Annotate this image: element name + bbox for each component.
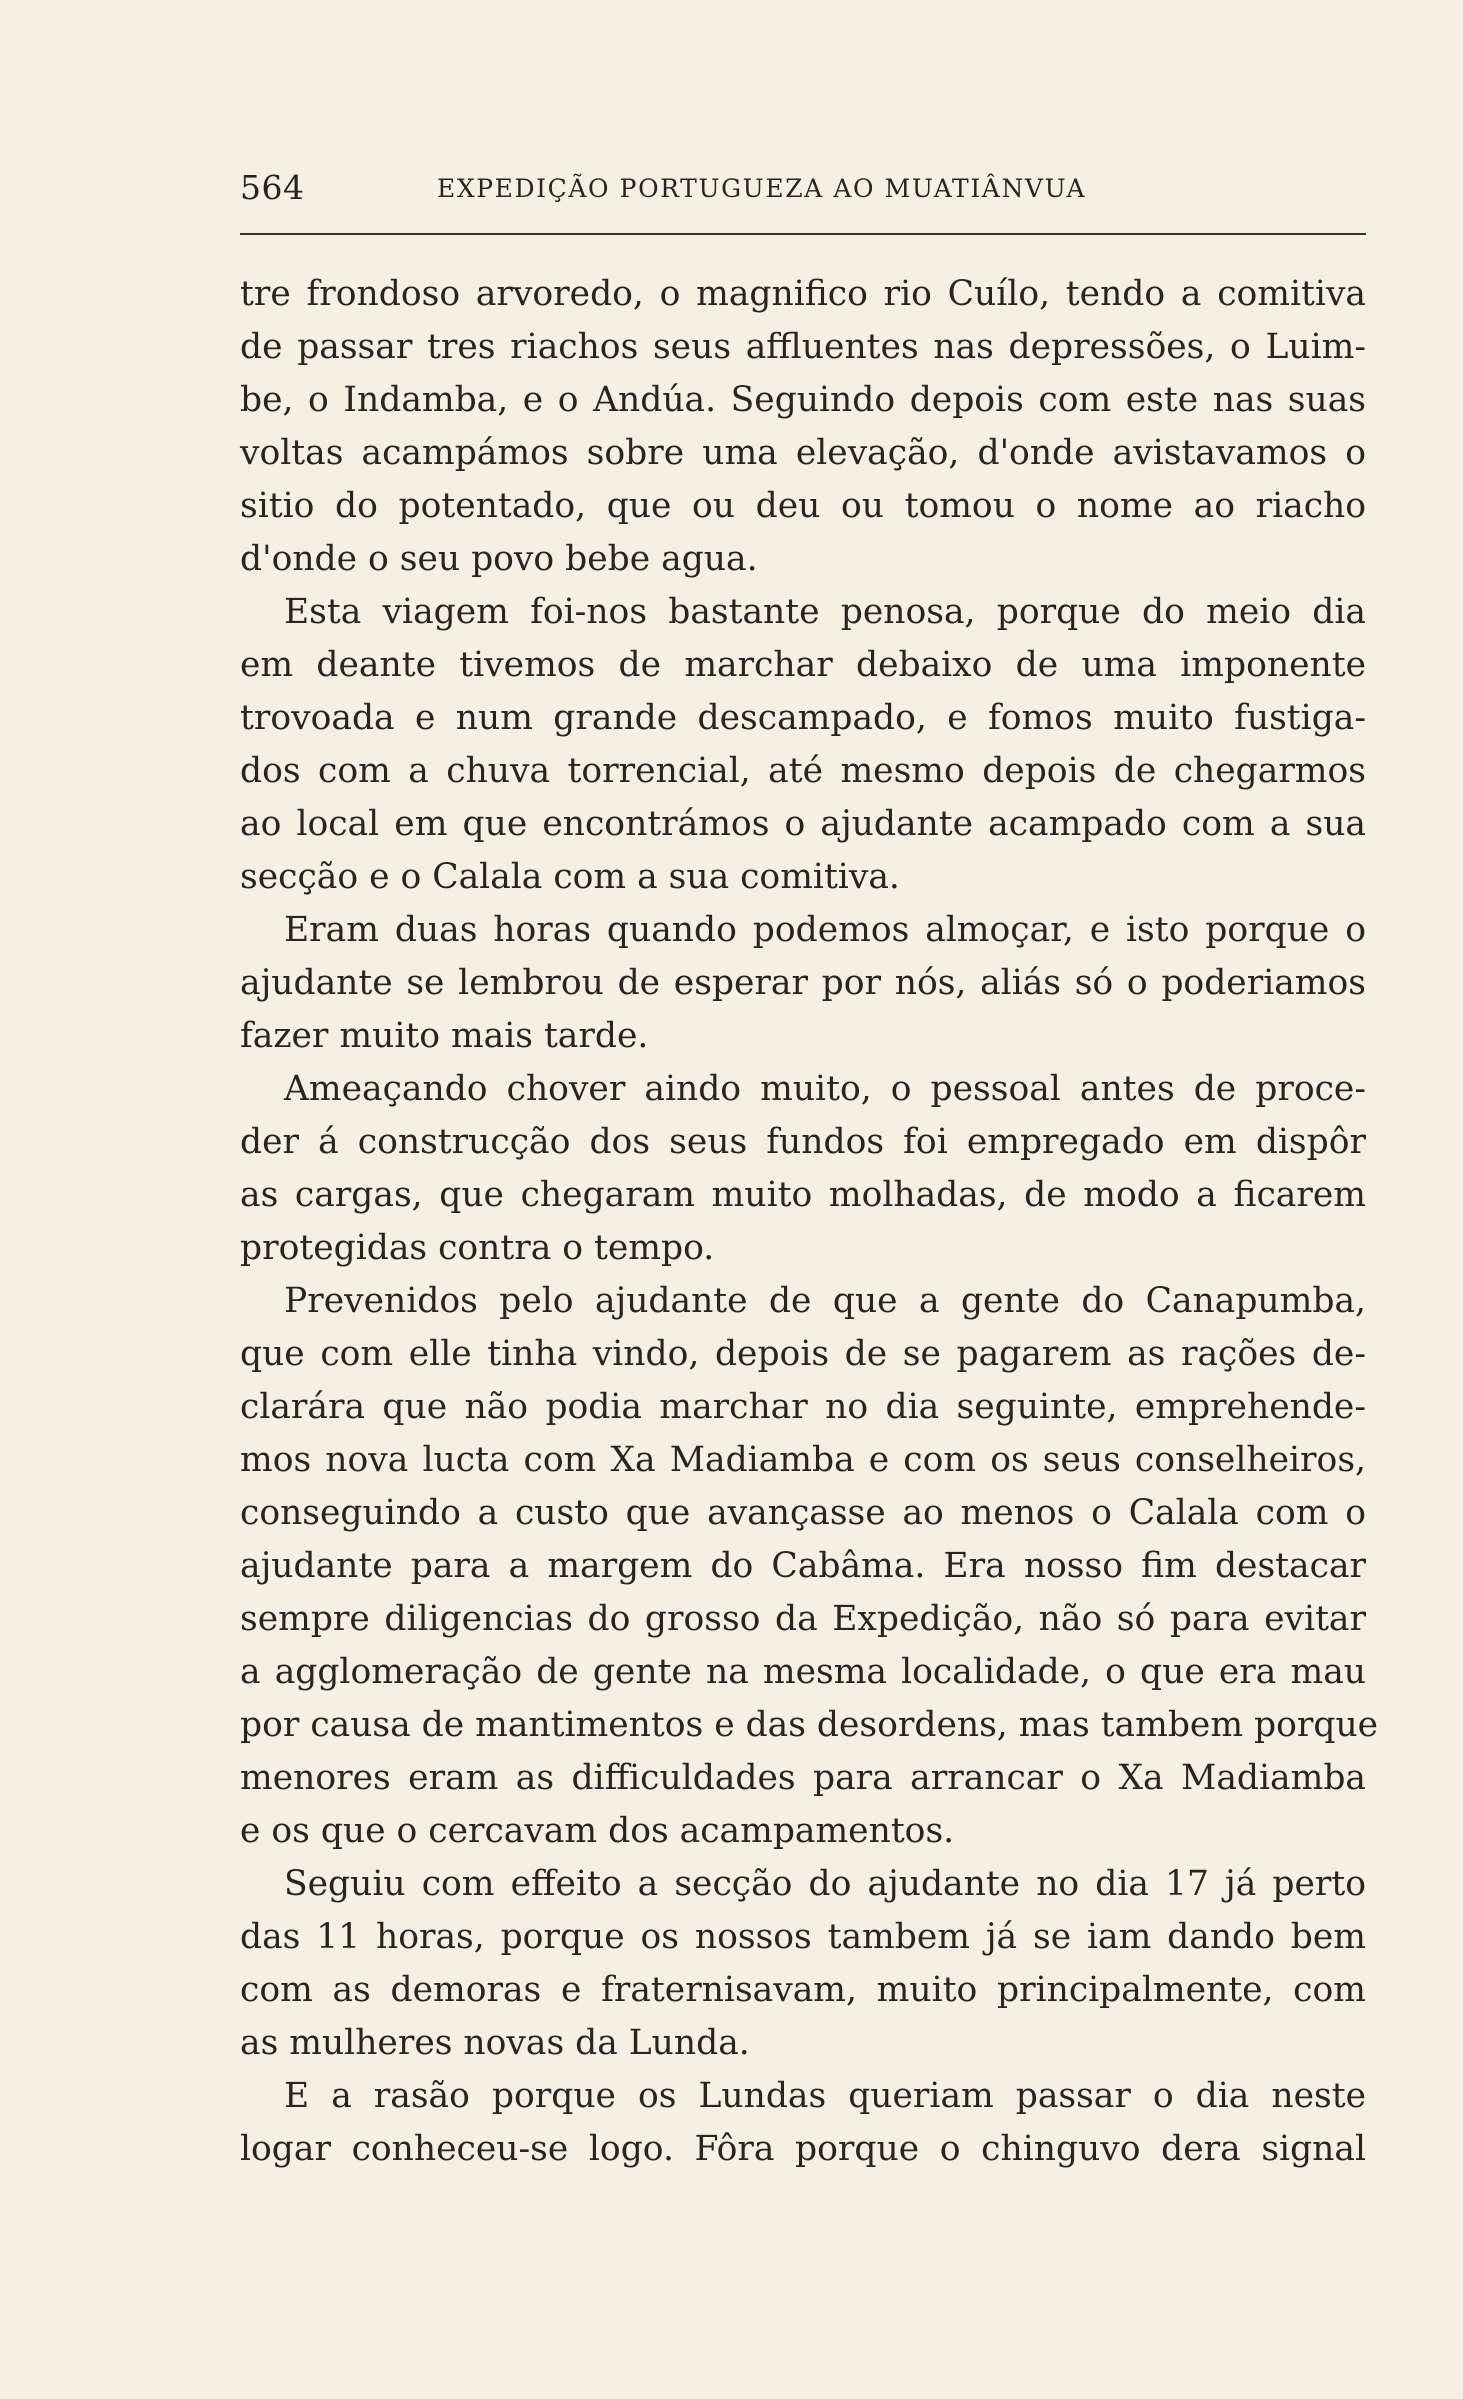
paragraph (240, 268, 1366, 586)
text-line: por causa de mantimentos e das desordens, mas tambem porque (240, 1705, 1379, 1745)
text-line: ajudante para a margem do Cabâma. Era nosso fim destacar (240, 1546, 1366, 1586)
text-line: d'onde o seu povo bebe agua. (240, 539, 758, 579)
header-rule (240, 233, 1366, 235)
page-number: 564 (240, 168, 305, 207)
text-line: Esta viagem foi-nos bastante penosa, porque do meio dia (284, 592, 1366, 632)
paragraph (240, 2070, 1366, 2176)
page-header (240, 168, 1366, 218)
paragraph (240, 1858, 1366, 2070)
text-line: be, o Indamba, e o Andúa. Seguindo depois com este nas suas (240, 380, 1366, 420)
text-line: ajudante se lembrou de esperar por nós, aliás só o poderiamos (240, 963, 1366, 1003)
text-line: tre frondoso arvoredo, o magnifico rio Cuílo, tendo a comitiva (240, 274, 1366, 314)
text-line: voltas acampámos sobre uma elevação, d'onde avistavamos o (240, 433, 1366, 473)
running-head: EXPEDIÇÃO PORTUGUEZA AO MUATIÂNVUA (437, 174, 1087, 203)
text-line: que com elle tinha vindo, depois de se pagarem as rações de- (240, 1334, 1366, 1374)
text-line: as mulheres novas da Lunda. (240, 2023, 750, 2063)
text-line: Prevenidos pelo ajudante de que a gente do Canapumba, (284, 1281, 1366, 1321)
text-line: em deante tivemos de marchar debaixo de uma imponente (240, 645, 1366, 685)
text-line: sempre diligencias do grosso da Expedição, não só para evitar (240, 1599, 1366, 1639)
text-line: ao local em que encontrámos o ajudante acampado com a sua (240, 804, 1366, 844)
text-line: Seguiu com effeito a secção do ajudante no dia 17 já perto (284, 1864, 1366, 1904)
paragraph (240, 1063, 1366, 1275)
text-line: com as demoras e fraternisavam, muito principalmente, com (240, 1970, 1366, 2010)
text-line: as cargas, que chegaram muito molhadas, de modo a ficarem (240, 1175, 1366, 1215)
text-line: Ameaçando chover aindo muito, o pessoal antes de proce- (284, 1069, 1366, 1109)
text-line: conseguindo a custo que avançasse ao menos o Calala com o (240, 1493, 1366, 1533)
text-line: menores eram as difficuldades para arrancar o Xa Madiamba (240, 1758, 1366, 1798)
text-line: sitio do potentado, que ou deu ou tomou o nome ao riacho (240, 486, 1366, 526)
text-line: fazer muito mais tarde. (240, 1016, 649, 1056)
text-line: a agglomeração de gente na mesma localidade, o que era mau (240, 1652, 1366, 1692)
paragraph (240, 1275, 1379, 1858)
text-line: protegidas contra o tempo. (240, 1228, 715, 1268)
text-line: trovoada e num grande descampado, e fomos muito fustiga- (240, 698, 1366, 738)
text-line: E a rasão porque os Lundas queriam passar o dia neste (284, 2076, 1366, 2116)
paragraph (240, 586, 1366, 904)
body-text (240, 268, 1379, 2176)
paragraph (240, 904, 1366, 1063)
text-line: Eram duas horas quando podemos almoçar, e isto porque o (284, 910, 1366, 950)
text-line: secção e o Calala com a sua comitiva. (240, 857, 900, 897)
text-line: der á construcção dos seus fundos foi empregado em dispôr (240, 1122, 1366, 1162)
text-line: clarára que não podia marchar no dia seguinte, emprehende- (240, 1387, 1366, 1427)
text-line: das 11 horas, porque os nossos tambem já se iam dando bem (240, 1917, 1366, 1957)
text-line: de passar tres riachos seus affluentes nas depressões, o Luim- (240, 327, 1366, 367)
text-line: e os que o cercavam dos acampamentos. (240, 1811, 955, 1851)
text-line: mos nova lucta com Xa Madiamba e com os seus conselheiros, (240, 1440, 1366, 1480)
text-line: dos com a chuva torrencial, até mesmo depois de chegarmos (240, 751, 1366, 791)
text-line: logar conheceu-se logo. Fôra porque o chinguvo dera signal (240, 2129, 1366, 2169)
